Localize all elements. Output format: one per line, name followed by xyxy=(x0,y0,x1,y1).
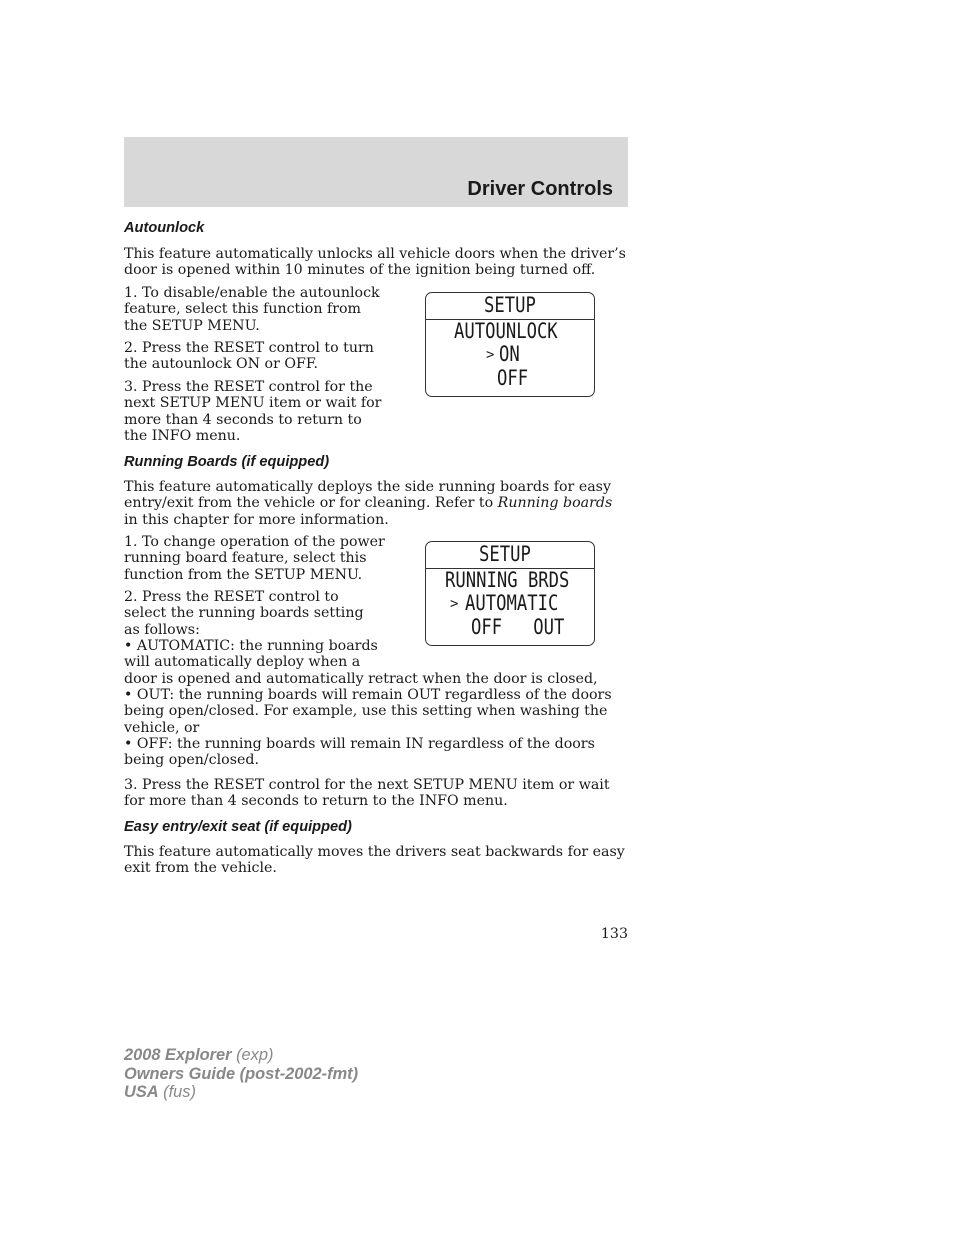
autounlock-intro: This feature automatically unlocks all vehicle doors when the driver’s door is opened within 10 minutes of the ignition being turned off. xyxy=(124,246,626,279)
page-number: 133 xyxy=(600,926,628,942)
display-feature-line: AUTOUNLOCK xyxy=(454,319,558,343)
display-option-automatic: AUTOMATIC xyxy=(465,591,559,615)
bullet-automatic: • AUTOMATIC: the running boards will automatically deploy when a xyxy=(124,638,378,671)
footer-guide-line: Owners Guide (post-2002-fmt) xyxy=(124,1064,359,1083)
footer-model-line: 2008 Explorer (exp) xyxy=(124,1046,274,1064)
running-boards-heading: Running Boards (if equipped) xyxy=(124,454,330,470)
bullet-out: • OUT: the running boards will remain OUT regardless of the doors being open/closed. For example, use this setting when washing the vehicle, or xyxy=(124,687,612,736)
footer-market-line: USA (fus) xyxy=(124,1083,196,1102)
display-setup-line: SETUP xyxy=(479,542,531,566)
bullet-automatic-continued: door is opened and automatically retract when the door is closed, xyxy=(124,671,598,687)
autounlock-display xyxy=(425,292,595,397)
running-boards-step-1: 1. To change operation of the power running board feature, select this function from the SETUP MENU. xyxy=(124,534,385,583)
autounlock-step-1: 1. To disable/enable the autounlock feature, select this function from the SETUP MENU. xyxy=(124,285,380,334)
display-option-on: ON xyxy=(499,342,520,366)
autounlock-step-3: 3. Press the RESET control for the next SETUP MENU item or wait for more than 4 seconds to return to the INFO menu. xyxy=(124,379,382,444)
display-setup-line: SETUP xyxy=(484,293,536,317)
running-boards-step-3: 3. Press the RESET control for the next SETUP MENU item or wait for more than 4 seconds to return to the INFO menu. xyxy=(124,777,610,810)
running-boards-intro: This feature automatically deploys the side running boards for easy entry/exit from the vehicle or for cleaning. Refer to Running boards in this chapter for more information. xyxy=(124,479,613,528)
display-cursor: > xyxy=(450,596,459,612)
display-options-off-out: OFF OUT xyxy=(471,615,565,639)
section-title: Driver Controls xyxy=(467,178,613,200)
running-boards-reference: Running boards xyxy=(497,495,613,512)
display-feature-line: RUNNING BRDS xyxy=(445,568,570,592)
autounlock-heading: Autounlock xyxy=(124,220,205,236)
display-cursor: > xyxy=(486,347,495,363)
display-option-off: OFF xyxy=(497,366,529,390)
running-boards-step-2: 2. Press the RESET control to select the running boards setting as follows: xyxy=(124,589,364,638)
bullet-off: • OFF: the running boards will remain IN regardless of the doors being open/closed. xyxy=(124,736,595,769)
autounlock-step-2: 2. Press the RESET control to turn the autounlock ON or OFF. xyxy=(124,340,374,373)
document-footer xyxy=(124,1046,358,1102)
section-header-band xyxy=(124,137,628,207)
running-boards-display xyxy=(425,541,595,646)
easy-entry-intro: This feature automatically moves the drivers seat backwards for easy exit from the vehicle. xyxy=(124,844,625,877)
easy-entry-heading: Easy entry/exit seat (if equipped) xyxy=(124,819,352,835)
